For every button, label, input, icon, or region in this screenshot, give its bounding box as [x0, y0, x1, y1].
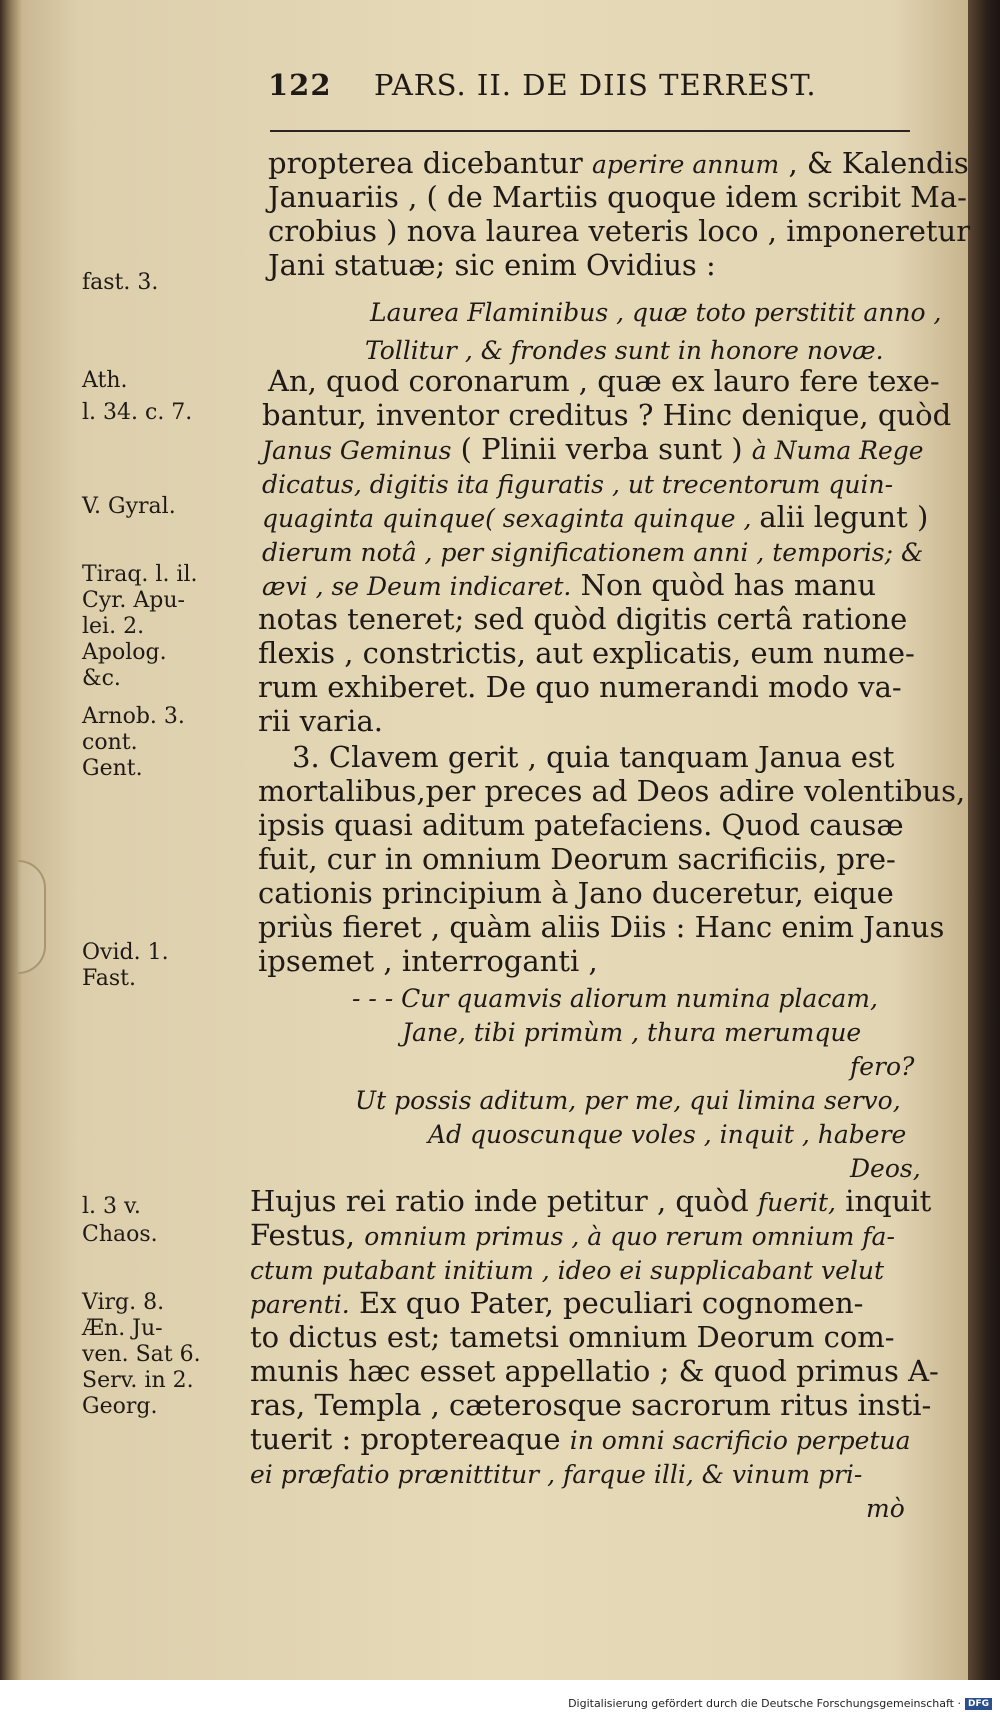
text-line [250, 1184, 931, 1218]
margin-note: Cyr. Apu- [82, 588, 185, 613]
italic-text: Deos, [850, 1154, 921, 1183]
roman-text: munis hæc esset appellatio ; & quod primus A- [250, 1354, 939, 1388]
roman-text: rum exhiberet. De quo numerandi modo va- [258, 670, 902, 704]
roman-text: , & Kalendis [779, 146, 969, 180]
roman-text: notas teneret; sed quòd digitis certâ ratione [258, 602, 908, 636]
margin-note: Ath. [82, 368, 128, 393]
roman-text: propterea dicebantur [268, 146, 592, 180]
roman-text: inquit [836, 1184, 932, 1218]
text-line [262, 466, 893, 500]
text-line [258, 842, 896, 876]
italic-text: Laurea Flaminibus , quæ toto perstitit anno , [370, 298, 942, 327]
text-line [250, 1252, 884, 1286]
text-line [250, 1286, 863, 1320]
roman-text: Januariis , ( de Martiis quoque idem scribit Ma- [268, 180, 967, 214]
text-line [850, 1048, 914, 1082]
margin-note: l. 34. c. 7. [82, 400, 193, 425]
italic-text: mò [866, 1494, 905, 1523]
margin-note: Chaos. [82, 1222, 158, 1247]
margin-note: Tiraq. l. il. [82, 562, 198, 587]
facing-page-edge [968, 0, 1000, 1680]
margin-note: Arnob. 3. [82, 704, 185, 729]
text-line [402, 1014, 861, 1048]
text-line [250, 1320, 895, 1354]
roman-text: cationis principium à Jano duceretur, eique [258, 876, 894, 910]
text-line [268, 364, 940, 398]
credit-text: Digitalisierung gefördert durch die Deutsche Forschungsgemeinschaft · [568, 1697, 961, 1710]
italic-text: Tollitur , & frondes sunt in honore novæ. [365, 336, 884, 365]
italic-text: ævi , se Deum indicaret. [262, 572, 572, 601]
margin-note: V. Gyral. [82, 494, 176, 519]
text-line [258, 808, 904, 842]
roman-text: rii varia. [258, 704, 383, 738]
margin-note: Gent. [82, 756, 143, 781]
text-line [370, 294, 941, 328]
book-spine-edge [0, 0, 22, 1712]
header-rule [270, 130, 910, 132]
italic-text: Janus Geminus [262, 436, 452, 465]
text-line [428, 1116, 906, 1150]
italic-text: - - - Cur quamvis aliorum numina placam, [352, 984, 878, 1013]
roman-text: Festus, [250, 1218, 365, 1252]
roman-text: ( Plinii verba sunt ) [451, 432, 752, 466]
roman-text: mortalibus,per preces ad Deos adire volentibus, [258, 774, 966, 808]
text-line [250, 1456, 862, 1490]
roman-text: Non quòd has manu [571, 568, 877, 602]
roman-text: alii legunt ) [759, 500, 929, 534]
text-line [258, 636, 915, 670]
margin-note: Ovid. 1. [82, 940, 169, 965]
margin-note: Apolog. [82, 640, 167, 665]
margin-note: cont. [82, 730, 138, 755]
text-line [292, 740, 894, 774]
text-line [850, 1150, 921, 1184]
page-clasp-mark [18, 860, 46, 974]
italic-text: à Numa Rege [751, 436, 924, 465]
italic-text: ei præfatio prænittitur , farque illi, & vinum pri- [250, 1460, 863, 1489]
roman-text: Ex quo Pater, peculiari cognomen- [349, 1286, 864, 1320]
text-line [268, 214, 970, 248]
text-line [258, 774, 965, 808]
text-line [262, 398, 951, 432]
margin-note: Æn. Ju- [82, 1316, 163, 1341]
text-line [250, 1388, 931, 1422]
italic-text: fero? [850, 1052, 915, 1081]
text-line [262, 534, 923, 568]
roman-text: fuit, cur in omnium Deorum sacrificiis, pre- [258, 842, 896, 876]
dfg-logo: DFG [965, 1698, 992, 1710]
roman-text: tuerit : proptereaque [250, 1422, 570, 1456]
digitization-credit [568, 1697, 992, 1710]
italic-text: parenti. [250, 1290, 350, 1319]
italic-text: Jane, tibi primùm , thura merumque [402, 1018, 862, 1047]
margin-note: l. 3 v. [82, 1194, 141, 1219]
text-line [262, 500, 928, 534]
roman-text: Jani statuæ; sic enim Ovidius : [268, 248, 716, 282]
roman-text: bantur, inventor creditus ? Hinc denique, quòd [262, 398, 952, 432]
text-line [250, 1422, 911, 1456]
text-line [355, 1082, 901, 1116]
italic-text: ctum putabant initium , ideo ei supplicabant velut [250, 1256, 885, 1285]
italic-text: Ad quoscunque voles , inquit , habere [428, 1120, 907, 1149]
italic-text: fuerit, [757, 1188, 836, 1217]
text-line [258, 910, 944, 944]
text-line [258, 944, 598, 978]
text-line [258, 876, 894, 910]
italic-text: quaginta quinque( sexaginta quinque , [262, 504, 760, 533]
margin-note: Fast. [82, 966, 137, 991]
roman-text: priùs fieret , quàm aliis Diis : Hanc enim Janus [258, 910, 945, 944]
roman-text: ipsemet , interroganti , [258, 944, 598, 978]
italic-text: in omni sacrificio perpetua [569, 1426, 911, 1455]
margin-note: Virg. 8. [82, 1290, 165, 1315]
text-line [268, 180, 967, 214]
italic-text: dierum notâ , per significationem anni , temporis; & [262, 538, 924, 567]
roman-text: flexis , constrictis, aut explicatis, eum nume- [258, 636, 915, 670]
italic-text: aperire annum [591, 150, 780, 179]
text-line [268, 146, 969, 180]
text-line [262, 432, 924, 466]
margin-note: Serv. in 2. [82, 1368, 194, 1393]
roman-text: An, quod coronarum , quæ ex lauro fere texe- [268, 364, 940, 398]
roman-text: ipsis quasi aditum patefaciens. Quod causæ [258, 808, 904, 842]
italic-text: dicatus, digitis ita figuratis , ut trecentorum quin- [262, 470, 894, 499]
text-line [262, 568, 876, 602]
text-line [365, 332, 884, 366]
text-line [268, 248, 716, 282]
roman-text: ras, Templa , cæterosque sacrorum ritus insti- [250, 1388, 932, 1422]
italic-text: Ut possis aditum, per me, qui limina servo, [355, 1086, 901, 1115]
roman-text: to dictus est; tametsi omnium Deorum com- [250, 1320, 895, 1354]
text-line [258, 670, 902, 704]
roman-text: crobius ) nova laurea veteris loco , imponeretur [268, 214, 971, 248]
margin-note: Georg. [82, 1394, 158, 1419]
italic-text: omnium primus , à quo rerum omnium fa- [364, 1222, 895, 1251]
text-line [258, 704, 383, 738]
page-header [268, 60, 908, 112]
margin-note: fast. 3. [82, 270, 159, 295]
margin-note: ven. Sat 6. [82, 1342, 201, 1367]
running-title: PARS. II. DE DIIS TERREST. [374, 68, 817, 102]
text-line [258, 602, 907, 636]
roman-text: Hujus rei ratio inde petitur , quòd [250, 1184, 758, 1218]
margin-note: lei. 2. [82, 614, 145, 639]
text-line [250, 1354, 939, 1388]
margin-note: &c. [82, 666, 121, 691]
text-line [352, 980, 878, 1014]
roman-text: 3. Clavem gerit , quia tanquam Janua est [292, 740, 895, 774]
text-line [866, 1490, 905, 1524]
text-line [250, 1218, 895, 1252]
page-number: 122 [268, 68, 332, 102]
